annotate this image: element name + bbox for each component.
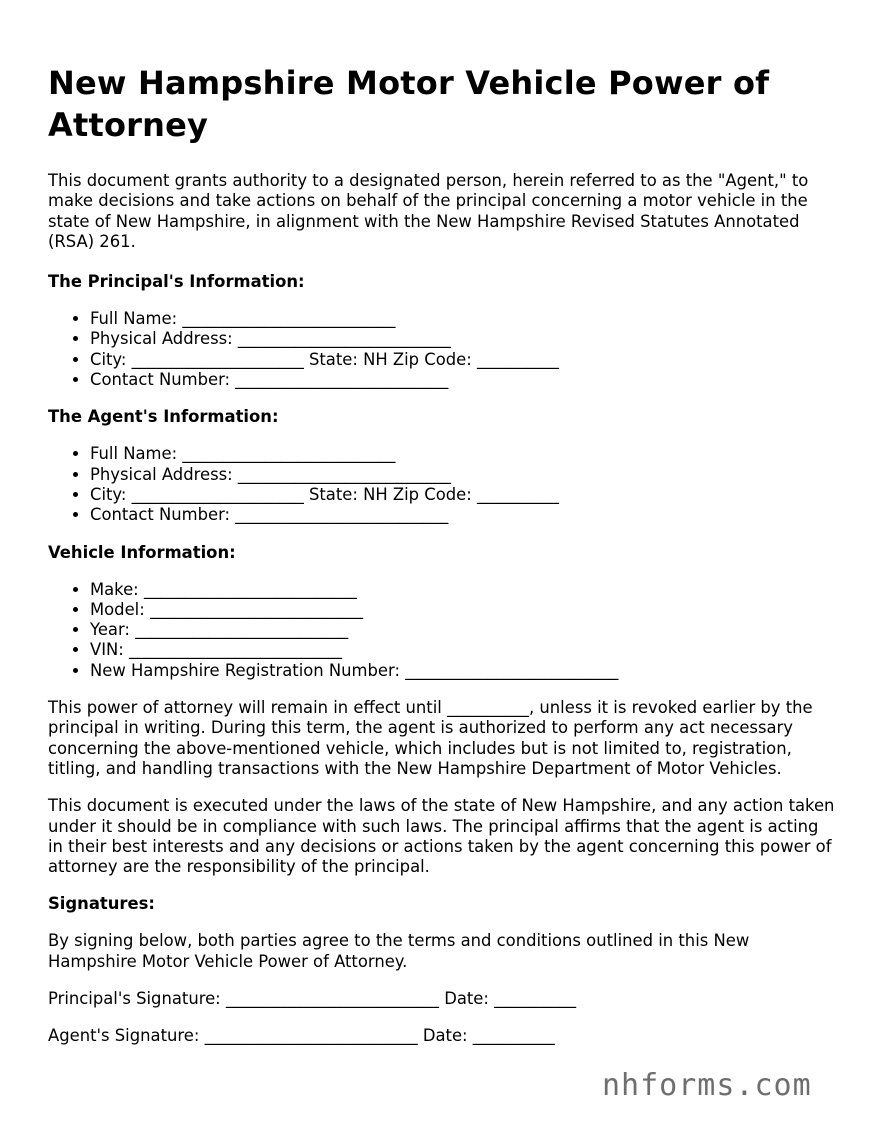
vehicle-fields-list xyxy=(48,580,838,681)
vehicle-vin-field: • VIN: __________________________ xyxy=(90,640,838,660)
principal-section-heading: The Principal's Information: xyxy=(48,272,305,292)
principal-fields-list xyxy=(48,309,838,390)
principal-signature-line: Principal's Signature: __________________________ Date: __________ xyxy=(48,989,577,1009)
agent-full-name-field: • Full Name: __________________________ xyxy=(90,444,838,464)
site-watermark: nhforms.com xyxy=(602,1068,812,1103)
principal-address-field: • Physical Address: __________________________ xyxy=(90,329,838,349)
vehicle-make-field: • Make: __________________________ xyxy=(90,580,838,600)
laws-paragraph: This document is executed under the laws of the state of New Hampshire, and any action taken under it should be in compliance with such laws. The principal affirms that the agent is acting in their best interests and any decisions or actions taken by the agent concerning this power of attorney are the responsibility of the principal. xyxy=(48,796,835,877)
agent-city-state-zip-field: • City: _____________________ State: NH Zip Code: __________ xyxy=(90,485,838,505)
intro-paragraph: This document grants authority to a designated person, herein referred to as the "Agent," to make decisions and take actions on behalf of the principal concerning a motor vehicle in the state of New Hampshire, in alignment with the New Hampshire Revised Statutes Annotated (RSA) 261. xyxy=(48,171,809,251)
agent-fields-list xyxy=(48,444,838,525)
vehicle-section-heading: Vehicle Information: xyxy=(48,542,236,562)
vehicle-registration-field: • New Hampshire Registration Number: __________________________ xyxy=(90,661,838,681)
agent-address-field: • Physical Address: __________________________ xyxy=(90,465,838,485)
principal-contact-field: • Contact Number: __________________________ xyxy=(90,370,838,390)
vehicle-year-field: • Year: __________________________ xyxy=(90,620,838,640)
agent-signature-line: Agent's Signature: __________________________ Date: __________ xyxy=(48,1026,555,1046)
vehicle-model-field: • Model: __________________________ xyxy=(90,600,838,620)
agent-contact-field: • Contact Number: __________________________ xyxy=(90,505,838,525)
page-title: New Hampshire Motor Vehicle Power of Attorney xyxy=(48,64,770,144)
principal-city-state-zip-field: • City: _____________________ State: NH Zip Code: __________ xyxy=(90,350,838,370)
signatures-intro-paragraph: By signing below, both parties agree to the terms and conditions outlined in this New Hampshire Motor Vehicle Power of Attorney. xyxy=(48,931,750,971)
term-paragraph: This power of attorney will remain in effect until __________, unless it is revoked earlier by the principal in writing. During this term, the agent is authorized to perform any act necessary concerning the above-mentioned vehicle, which includes but is not limited to, registration, titling, and handling transactions with the New Hampshire Department of Motor Vehicles. xyxy=(48,698,813,778)
document-page xyxy=(48,0,838,1047)
agent-section-heading: The Agent's Information: xyxy=(48,407,279,427)
signatures-section-heading: Signatures: xyxy=(48,894,155,914)
principal-full-name-field: • Full Name: __________________________ xyxy=(90,309,838,329)
